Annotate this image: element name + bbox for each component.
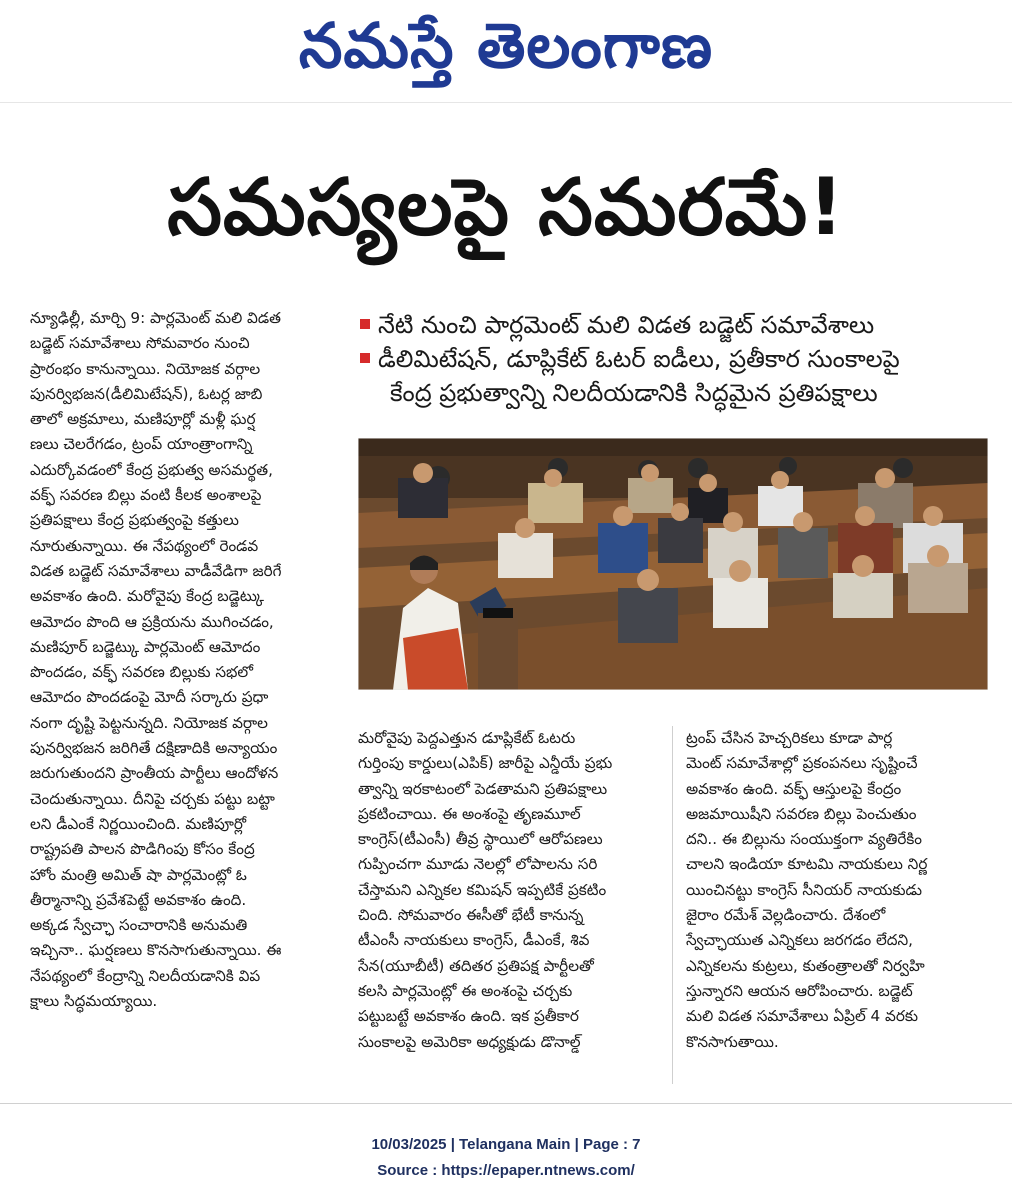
article-line: క్షాలు సిద్ధమయ్యాయి. <box>30 992 158 1011</box>
bullet-text: నేటి నుంచి పార్లమెంట్ మలి విడత బడ్జెట్ సమావేశాలు <box>378 311 875 339</box>
article-line: పునర్విభజన జరిగితే దక్షిణాదికి అన్యాయం <box>30 739 278 758</box>
article-line: ఆమోదం పొందడంపై మోదీ సర్కారు ప్రధా <box>30 688 269 707</box>
footer <box>0 1132 1012 1184</box>
article-line: ఎదుర్కోవడంలో కేంద్ర ప్రభుత్వ అసమర్థత, <box>30 460 273 479</box>
article-line: జరుగుతుందని ప్రాంతీయ పార్టీలు ఆందోళన <box>30 764 279 783</box>
article-line: సేన(యూబీటీ) తదితర ప్రతిపక్ష పార్టీలతో <box>358 956 594 975</box>
article-line: నూరుతున్నాయి. ఈ నేపథ్యంలో రెండవ <box>30 536 259 555</box>
article-line: నేపథ్యంలో కేంద్రాన్ని నిలదీయడానికి విప <box>30 966 261 985</box>
article-line: జైరాం రమేశ్ వెల్లడించారు. దేశంలో <box>686 906 886 925</box>
bullet-square-icon <box>360 353 370 363</box>
article-line: కాంగ్రెస్(టీఎంసీ) తీవ్ర స్థాయిలో ఆరోపణలు <box>358 830 603 849</box>
summary-bullets <box>358 308 988 410</box>
article-line: దని.. ఈ బిల్లును సంయుక్తంగా వ్యతిరేకిం <box>686 830 922 849</box>
article-line: అవకాశం ఉంది. మరోవైపు కేంద్ర బడ్జెట్కు <box>30 587 264 606</box>
article-line: గుప్పించగా మూడు నెలల్లో లోపాలను సరి <box>358 855 598 874</box>
article-line: సుంకాలపై అమెరికా అధ్యక్షుడు డొనాల్డ్ <box>358 1032 581 1051</box>
summary-bullet <box>358 342 988 410</box>
article-line: త్వాన్ని ఇరకాటంలో పెడతామని ప్రతిపక్షాలు <box>358 779 608 798</box>
article-line: కలసి పార్లమెంట్లో ఈ అంశంపై చర్చకు <box>358 981 573 1000</box>
article-line: అక్కడ స్వేచ్ఛా సంచారానికి అనుమతి <box>30 916 248 935</box>
article-line: తీర్మానాన్ని ప్రవేశపెట్టే అవకాశం ఉంది. <box>30 890 247 909</box>
article-line: టీఎంసీ నాయకులు కాంగ్రెస్, డీఎంకే, శివ <box>358 931 590 950</box>
article-line: అజమాయిషీని సవరణ బిల్లు పెంచుతుం <box>686 804 917 823</box>
article-line: స్తున్నారని ఆయన ఆరోపించారు. బడ్జెట్ <box>686 981 913 1000</box>
article-line: ప్రారంభం కానున్నాయి. నియోజక వర్గాల <box>30 359 261 378</box>
article-line: స్వేచ్ఛాయుత ఎన్నికలు జరగడం లేదని, <box>686 931 913 950</box>
article-line: ట్రంప్ చేసిన హెచ్చరికలు కూడా పార్ల <box>686 729 893 747</box>
article-line: హోం మంత్రి అమిత్ షా పార్లమెంట్లో ఓ <box>30 865 247 884</box>
column-divider <box>672 726 673 1084</box>
article-line: మలి విడత సమావేశాలు ఏప్రిల్ 4 వరకు <box>686 1007 919 1026</box>
article-line: పునర్విభజన(డీలిమిటేషన్), ఓటర్ల జాబి <box>30 384 263 403</box>
article-line: మరోవైపు పెద్దఎత్తున డూప్లికేట్ ఓటరు <box>358 729 576 747</box>
article-line: చింది. సోమవారం ఈసీతో భేటీ కానున్న <box>358 906 584 925</box>
article-line: లని డీఎంకే నిర్ణయించింది. మణిపూర్లో <box>30 814 247 833</box>
article-column-3 <box>686 726 986 1055</box>
article-line: తాలో అక్రమాలు, మణిపూర్లో మళ్లీ ఘర్ష <box>30 410 256 429</box>
article-line: కొనసాగుతాయి. <box>686 1032 779 1051</box>
article-line: యించినట్టు కాంగ్రెస్ సీనియర్ నాయకుడు <box>686 880 923 899</box>
parliament-photo <box>358 438 988 690</box>
article-line: రాష్ట్రపతి పాలన పొడిగింపు కోసం కేంద్ర <box>30 840 255 859</box>
bullet-text: డీలిమిటేషన్, డూప్లికేట్ ఓటర్ ఐడీలు, ప్రతీకార సుంకాలపై <box>378 345 900 373</box>
article-line: అవకాశం ఉంది. వక్ఫ్ ఆస్తులపై కేంద్రం <box>686 779 902 798</box>
article-line: ణలు చెలరేగడం, ట్రంప్ యాంత్రాంగాన్ని <box>30 435 253 454</box>
headline: సమస్యలపై సమరమే! <box>167 163 845 253</box>
newspaper-logo: నమస్తే తెలంగాణ <box>298 9 714 82</box>
article-line: చేస్తామని ఎన్నికల కమిషన్ ఇప్పటికే ప్రకటిం <box>358 880 607 899</box>
article-line: నంగా దృష్టి పెట్టనున్నది. నియోజక వర్గాల <box>30 713 268 732</box>
article-line: ఆమోదం పొంది ఆ ప్రక్రియను ముగించడం, <box>30 612 274 631</box>
article-line: విడత బడ్జెట్ సమావేశాలు వాడీవేడిగా జరిగే <box>30 561 282 580</box>
article-line: చెందుతున్నాయి. దీనిపై చర్చకు పట్టు బట్టా <box>30 789 275 808</box>
photo-image <box>358 438 988 690</box>
masthead-divider <box>0 102 1012 103</box>
footer-divider <box>0 1103 1012 1104</box>
masthead <box>0 0 1012 98</box>
article-line: మెంట్ సమావేశాల్లో ప్రకంపనలు సృష్టించే <box>686 754 918 773</box>
article-line: చాలని ఇండియా కూటమి నాయకులు నిర్ణ <box>686 855 928 874</box>
article-line: ప్రకటించాయి. ఈ అంశంపై తృణమూల్ <box>358 804 581 823</box>
bullet-text: కేంద్ర ప్రభుత్వాన్ని నిలదీయడానికి సిద్ధమైన ప్రతిపక్షాలు <box>390 379 878 407</box>
article-line: ఇచ్చినా.. ఘర్షణలు కొనసాగుతున్నాయి. ఈ <box>30 941 282 960</box>
article-line: న్యూఢిల్లీ, మార్చి 9: పార్లమెంట్ మలి విడత <box>30 309 281 327</box>
summary-bullet <box>358 308 988 342</box>
article-line: పొందడం, వక్ఫ్ సవరణ బిల్లుకు సభలో <box>30 663 254 682</box>
article-line: మణిపూర్ బడ్జెట్కు పార్లమెంట్ ఆమోదం <box>30 637 261 656</box>
article-line: గుర్తింపు కార్డులు(ఎపిక్) జారీపై ఎన్డీయే ప్రభు <box>358 754 613 773</box>
article-line: ప్రతిపక్షాలు కేంద్ర ప్రభుత్వంపై కత్తులు <box>30 511 239 530</box>
article-column-1 <box>30 306 357 1014</box>
footer-edition-info: 10/03/2025 | Telangana Main | Page : 7 <box>371 1136 641 1153</box>
article-line: వక్ఫ్ సవరణ బిల్లు వంటి కీలక అంశాలపై <box>30 486 262 505</box>
article-column-2 <box>358 726 658 1055</box>
footer-source: Source : https://epaper.ntnews.com/ <box>377 1162 635 1179</box>
article-line: ఎన్నికలను కుట్రలు, కుతంత్రాలతో నిర్వహి <box>686 956 925 975</box>
bullet-square-icon <box>360 319 370 329</box>
article-line: బడ్జెట్ సమావేశాలు సోమవారం నుంచి <box>30 334 250 353</box>
article-line: పట్టుబట్టే అవకాశం ఉంది. ఇక ప్రతీకార <box>358 1007 579 1026</box>
